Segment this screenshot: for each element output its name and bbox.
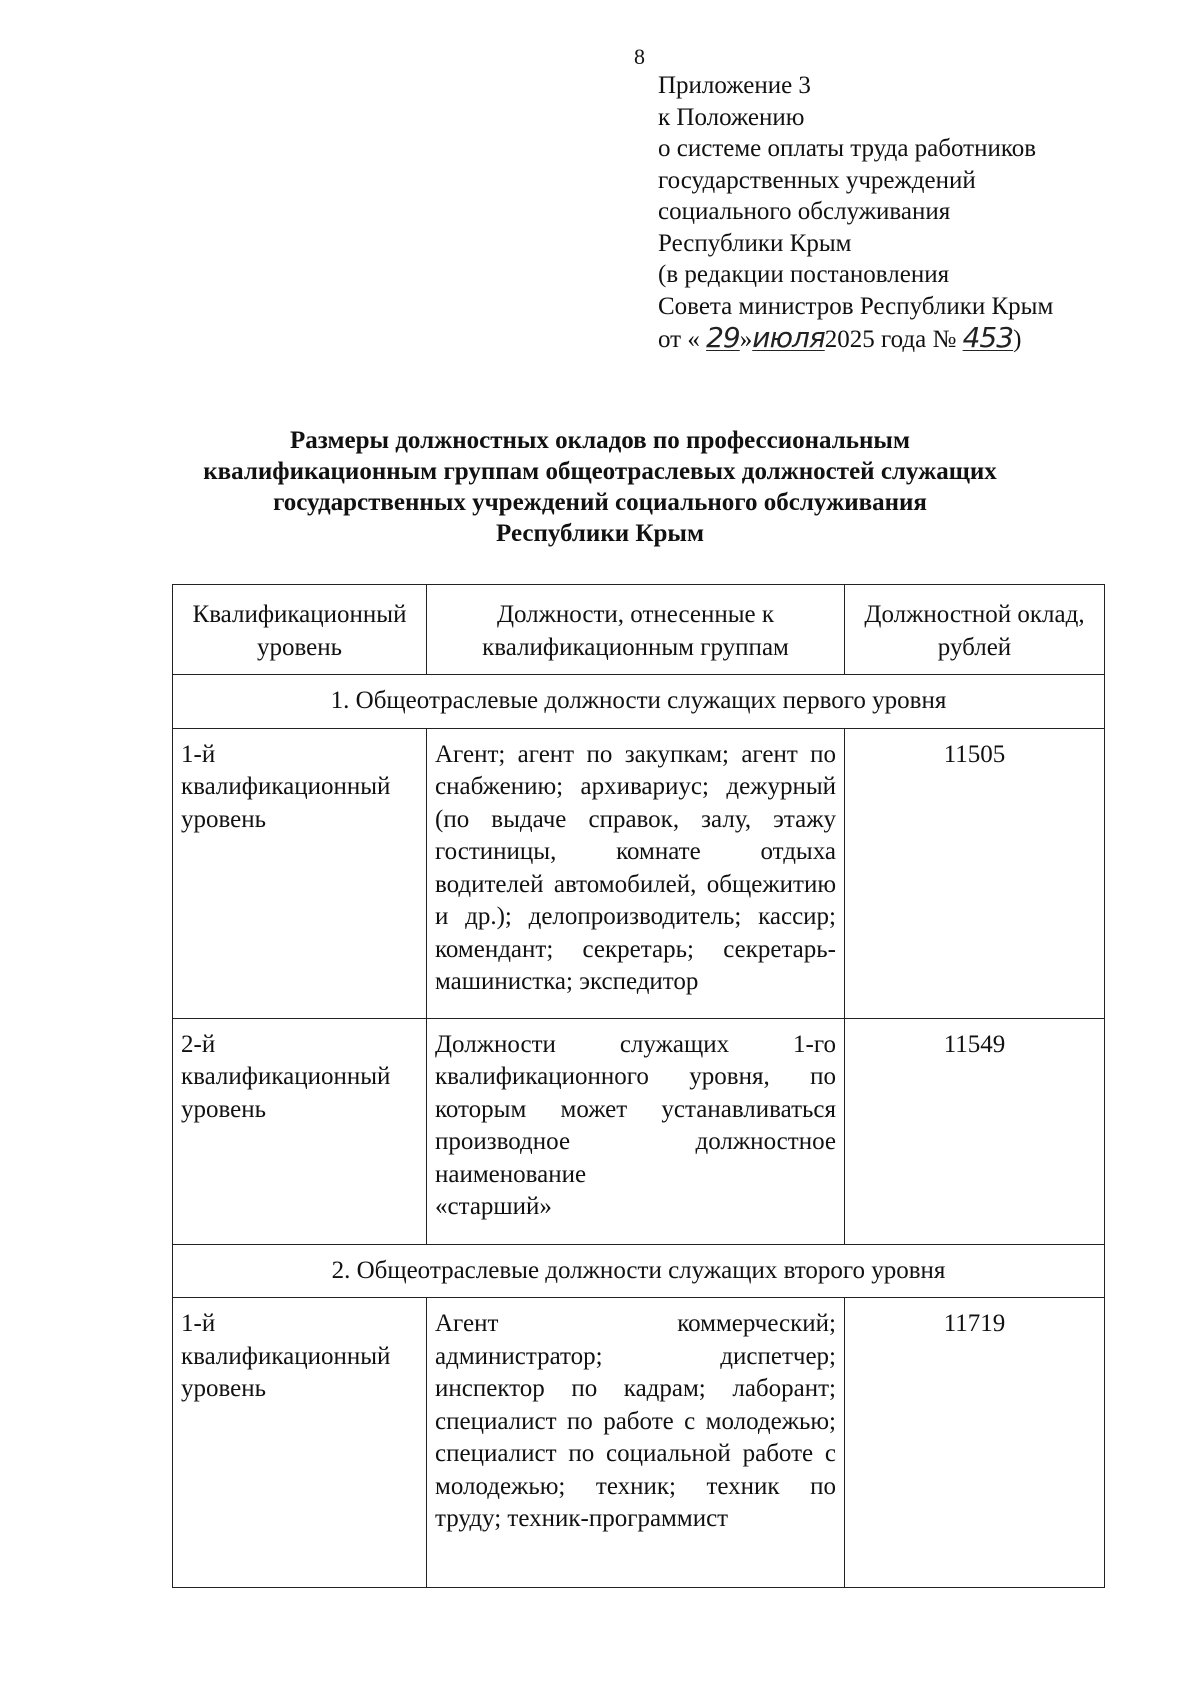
level-cell: 1-й квалификационный уровень [173, 1298, 427, 1588]
table-row [173, 728, 1105, 1018]
section-title: 1. Общеотраслевые должности служащих первого уровня [173, 675, 1105, 729]
date-line: от « 29»июля2025 года № 453) [658, 321, 1022, 354]
date-prefix: от « [658, 326, 700, 353]
appendix-line: Республики Крым [658, 229, 852, 257]
positions-text: Агент коммерческий; администратор; диспетчер; инспектор по кадрам; лаборант; специалист по работе с молодежью; специалист по социальной работе с молодежью; техник; техник по [435, 1310, 836, 1500]
section-row [173, 1244, 1105, 1298]
appendix-line: социального обслуживания [658, 198, 951, 225]
table-row [173, 1018, 1105, 1244]
header-salary: Должностной оклад, рублей [845, 585, 1105, 675]
appendix-line: (в редакции постановления [658, 261, 950, 288]
positions-text-last: машинистка; экспедитор [435, 968, 699, 995]
level-cell: 2-й квалификационный уровень [173, 1018, 427, 1244]
positions-cell [427, 728, 845, 1018]
positions-text: Должности служащих 1-го квалификационного уровня, по которым может устанавливаться производное должностное наименование [435, 1030, 836, 1188]
document-number-handwritten: 453 [962, 321, 1014, 354]
positions-cell [427, 1018, 845, 1244]
table-row [173, 1298, 1105, 1588]
salary-cell: 11549 [845, 1018, 1105, 1244]
page-number: 8 [634, 44, 645, 69]
salary-cell: 11719 [845, 1298, 1105, 1588]
header-positions: Должности, отнесенные к квалификационным группам [427, 585, 845, 675]
positions-text-last: «старший» [435, 1193, 552, 1220]
appendix-line: государственных учреждений [658, 166, 976, 194]
appendix-line: о системе оплаты труда работников [658, 135, 1037, 162]
title-line: квалификационным группам общеотраслевых должностей служащих [203, 458, 997, 485]
appendix-line: Совета министров Республики Крым [658, 292, 1054, 320]
title-line: государственных учреждений социального обслуживания [273, 489, 927, 516]
date-month-handwritten: июля [752, 321, 825, 354]
section-title: 2. Общеотраслевые должности служащих второго уровня [173, 1244, 1105, 1298]
positions-cell [427, 1298, 845, 1588]
date-year: 2025 года № [824, 326, 957, 353]
section-row [173, 675, 1105, 729]
level-cell: 1-й квалификационный уровень [173, 728, 427, 1018]
salary-table [172, 584, 1105, 1588]
appendix-line: Приложение 3 [658, 72, 811, 99]
positions-text-last: труду; техник-программист [435, 1505, 729, 1532]
table-header-row [173, 585, 1105, 675]
positions-text: Агент; агент по закупкам; агент по снабжению; архивариус; дежурный (по выдаче справок, залу, этажу гостиницы, комнате отдыха водителей автомобилей, общежитию и др.); делопроизводитель; кассир; комендант; секретарь; секретарь- [435, 740, 836, 963]
header-level: Квалификационный уровень [173, 585, 427, 675]
title-line: Республики Крым [496, 520, 704, 547]
date-separator: » [739, 326, 753, 353]
appendix-block [658, 70, 1178, 356]
salary-cell: 11505 [845, 728, 1105, 1018]
title-line: Размеры должностных окладов по профессиональным [290, 427, 910, 454]
date-day-handwritten: 29 [706, 321, 740, 354]
appendix-line: к Положению [658, 103, 805, 131]
document-title [150, 425, 1050, 549]
